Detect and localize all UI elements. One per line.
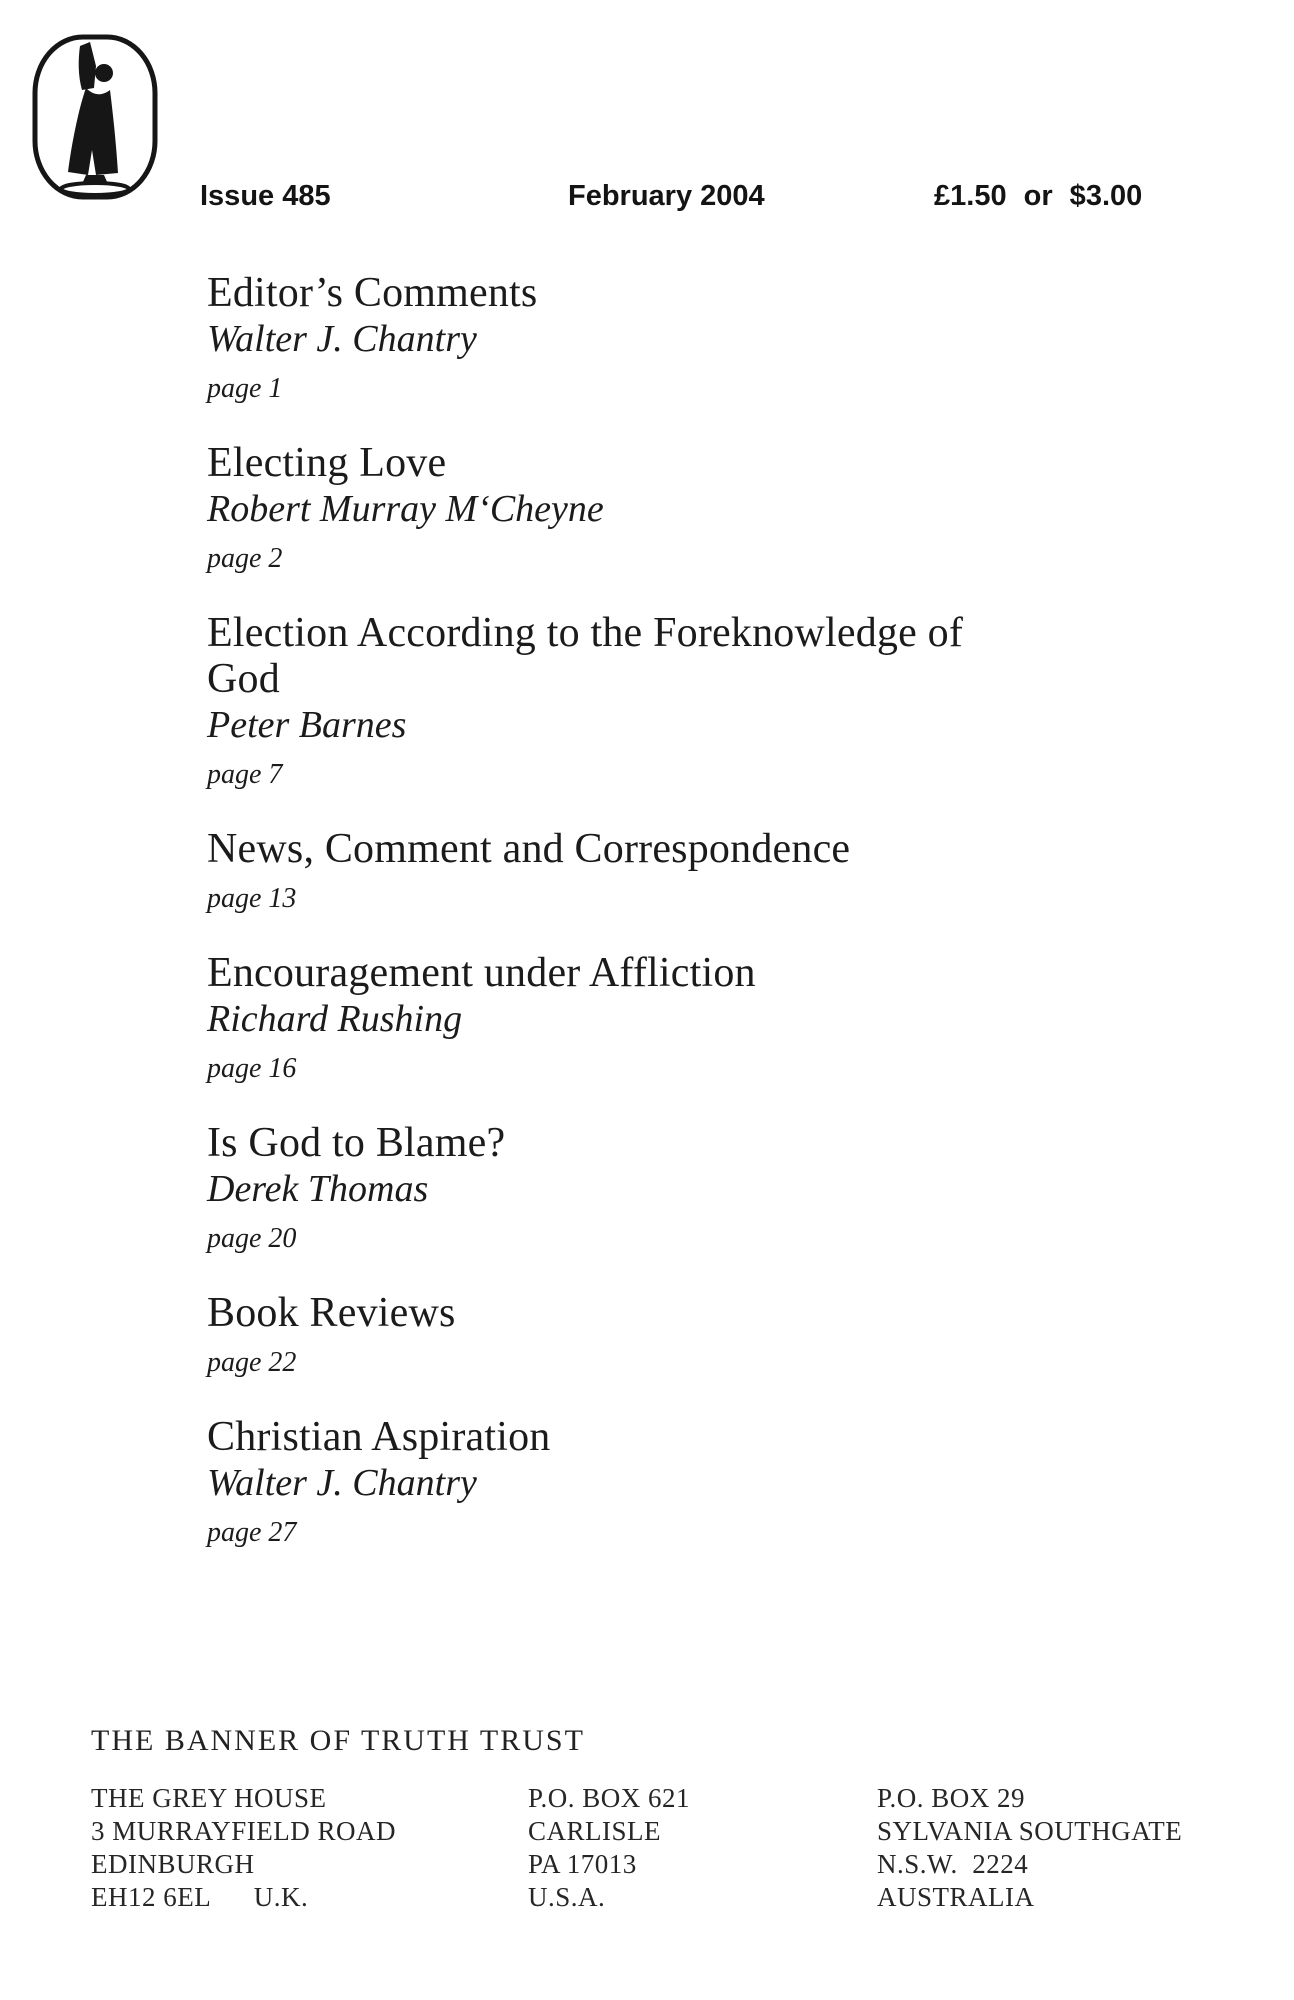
issue-header — [0, 180, 1294, 216]
article-entry — [207, 950, 967, 1086]
article-author: Derek Thomas — [207, 1168, 429, 1210]
address-line: SYLVANIA SOUTHGATE — [877, 1816, 1183, 1846]
article-title: Electing Love — [207, 440, 447, 486]
article-entry — [207, 270, 967, 406]
address-line: N.S.W. 2224 — [877, 1849, 1029, 1879]
article-author: Walter J. Chantry — [207, 318, 477, 360]
article-page-ref: page 1 — [207, 373, 283, 404]
address-line: P.O. BOX 29 — [877, 1783, 1026, 1813]
address-usa — [528, 1782, 690, 1914]
article-entry — [207, 1120, 967, 1256]
address-uk — [91, 1782, 396, 1914]
publisher-imprint — [91, 1724, 1251, 1962]
article-page-ref: page 20 — [207, 1223, 297, 1254]
article-author: Peter Barnes — [207, 704, 407, 746]
article-author: Richard Rushing — [207, 998, 463, 1040]
issue-date: February 2004 — [568, 180, 765, 212]
article-entry — [207, 826, 967, 916]
article-title: News, Comment and Correspondence — [207, 826, 851, 872]
article-title: Christian Aspiration — [207, 1414, 551, 1460]
address-line: P.O. BOX 621 — [528, 1783, 691, 1813]
article-entry — [207, 610, 967, 792]
article-title: Is God to Blame? — [207, 1120, 506, 1166]
address-line: AUSTRALIA — [877, 1882, 1035, 1912]
article-title: Encouragement under Affliction — [207, 950, 756, 996]
article-author: Walter J. Chantry — [207, 1462, 477, 1504]
address-line: EH12 6EL U.K. — [91, 1882, 309, 1912]
article-title: Editor’s Comments — [207, 270, 538, 316]
address-line: THE GREY HOUSE — [91, 1783, 327, 1813]
publisher-addresses — [91, 1782, 1251, 1962]
address-line: 3 MURRAYFIELD ROAD — [91, 1816, 397, 1846]
issue-number: Issue 485 — [200, 180, 331, 212]
address-line: EDINBURGH — [91, 1849, 255, 1879]
publisher-logo — [30, 32, 160, 202]
article-page-ref: page 7 — [207, 759, 283, 790]
article-entry — [207, 1290, 967, 1380]
address-line: U.S.A. — [528, 1882, 606, 1912]
article-entry — [207, 440, 967, 576]
publisher-name: THE BANNER OF TRUTH TRUST — [91, 1724, 585, 1757]
issue-price: £1.50 or $3.00 — [934, 180, 1143, 212]
article-title: Election According to the Foreknowledge of God — [207, 610, 964, 702]
article-title: Book Reviews — [207, 1290, 456, 1336]
address-line: CARLISLE — [528, 1816, 662, 1846]
article-entry — [207, 1414, 967, 1550]
address-line: PA 17013 — [528, 1849, 637, 1879]
article-page-ref: page 16 — [207, 1053, 297, 1084]
article-page-ref: page 27 — [207, 1517, 297, 1548]
article-author: Robert Murray M‘Cheyne — [207, 488, 604, 530]
article-page-ref: page 13 — [207, 883, 297, 914]
article-page-ref: page 2 — [207, 543, 283, 574]
preacher-statue-icon — [30, 32, 160, 202]
article-page-ref: page 22 — [207, 1347, 297, 1378]
address-australia — [877, 1782, 1182, 1914]
table-of-contents — [207, 270, 967, 1584]
